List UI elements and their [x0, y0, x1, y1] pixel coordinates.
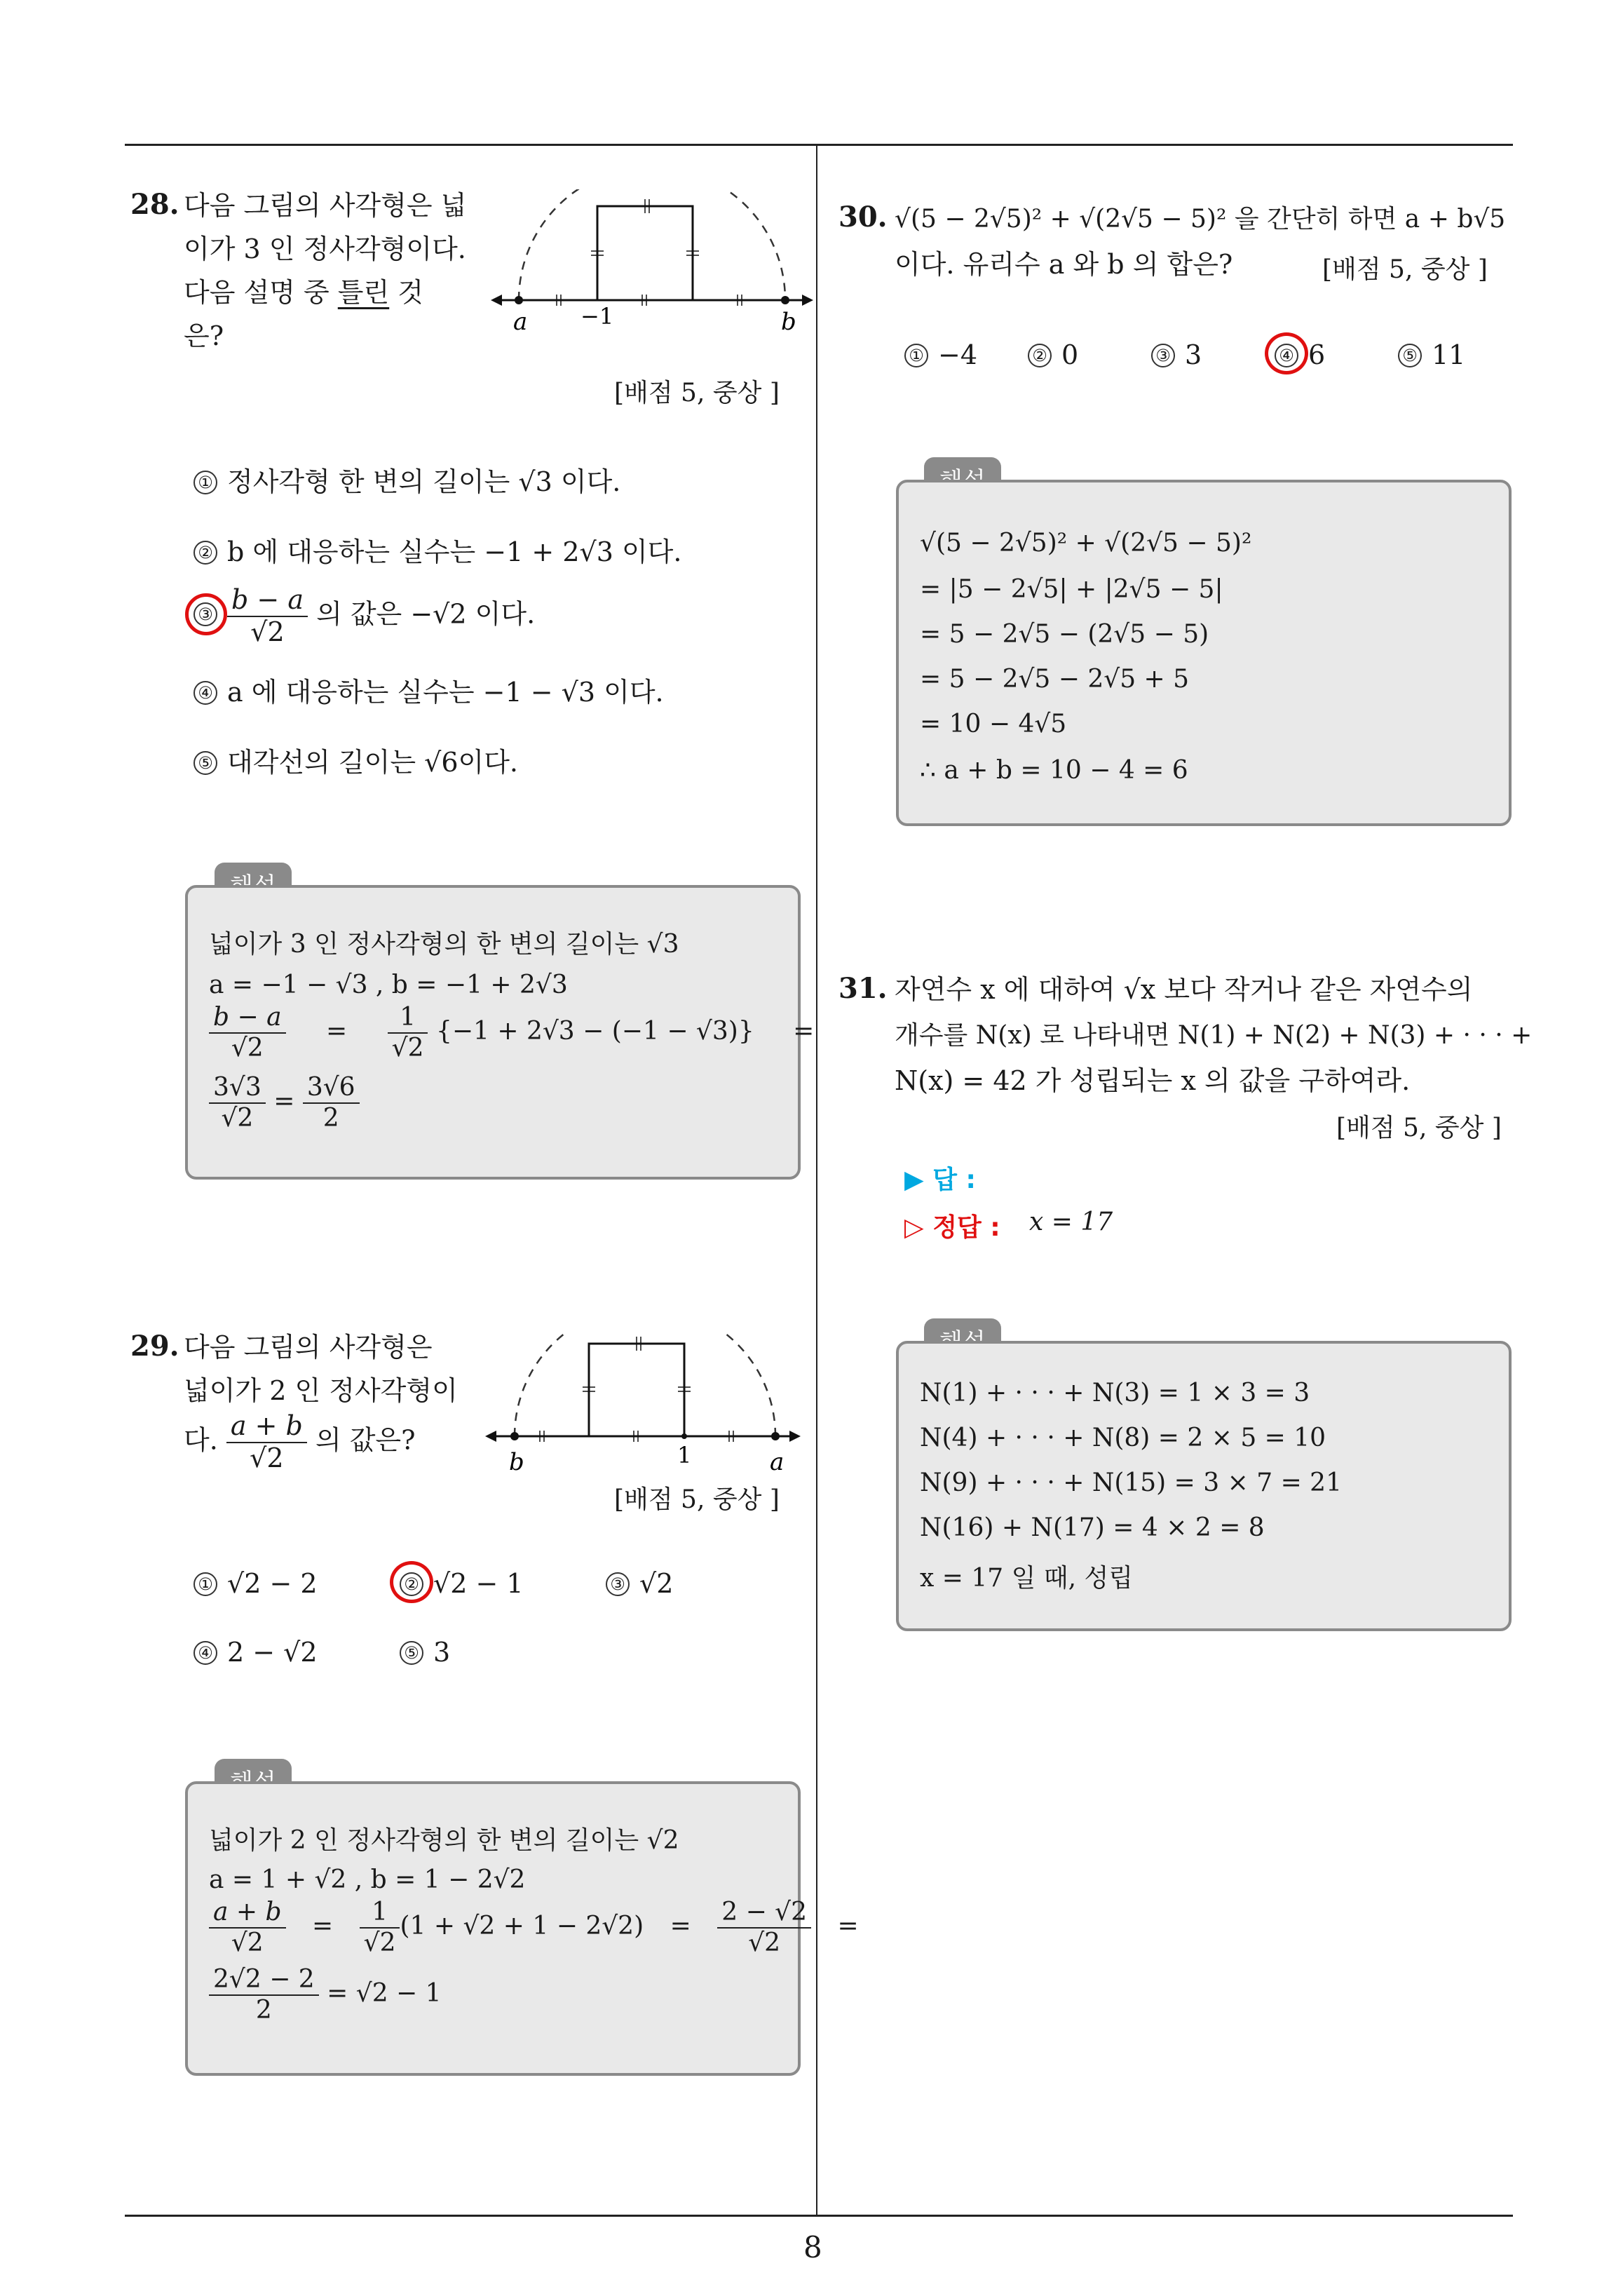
- q29-figure: [484, 1332, 806, 1487]
- q28-sol-frac4-num: 3√6: [303, 1074, 360, 1104]
- q28-sol-eq3: =: [273, 1086, 295, 1116]
- q28-choice-3[interactable]: [193, 586, 535, 647]
- q29-choice-mark: ②: [400, 1572, 423, 1596]
- q29-sol-line2: a = 1 + √2 , b = 1 − 2√2: [209, 1865, 526, 1894]
- q29-sol-frac1: [209, 1899, 286, 1957]
- q28-choice-4[interactable]: [193, 670, 664, 709]
- q29-sol-line4: [209, 1966, 442, 2024]
- q28-choice-2[interactable]: [193, 530, 681, 569]
- q30-choice-mark: ④: [1275, 344, 1298, 367]
- q30-text-line2: 이다. 유리수 a 와 b 의 합은?: [895, 249, 1233, 280]
- q28-sol-line1: 넓이가 3 인 정사각형의 한 변의 길이는 √3: [209, 930, 679, 959]
- q31-score: [배점 5, 중상 ]: [1336, 1114, 1502, 1142]
- q29-point-1: [681, 1433, 687, 1439]
- q28-text-line3: [184, 271, 485, 314]
- q28-text-line1: 다음 그림의 사각형은 넓: [184, 190, 467, 221]
- q28-choice-mark: ④: [193, 681, 217, 705]
- q28-choice-5[interactable]: [193, 741, 518, 779]
- q29-sol-frac2-den: √2: [363, 1928, 396, 1957]
- q28-sol-line3: [209, 1004, 814, 1062]
- q29-frac-den: √2: [250, 1442, 284, 1473]
- q29-score: [배점 5, 중상 ]: [614, 1485, 780, 1514]
- q29-text: [184, 1325, 478, 1473]
- q29-label-1: 1: [677, 1442, 692, 1468]
- q28-sol-frac2-den: √2: [391, 1033, 424, 1062]
- q30-selected-answer-ring: [1265, 332, 1308, 374]
- q28-choice3-den: √2: [250, 616, 285, 647]
- q28-choice3-fraction: [227, 586, 308, 647]
- q28-sol-eq2: =: [793, 1016, 815, 1046]
- q29-sol-frac4-den: 2: [255, 1995, 272, 2025]
- q29-sol-mid: (1 + √2 + 1 − 2√2): [400, 1911, 644, 1940]
- q28-axis-arrow-left: [491, 295, 502, 306]
- page-number: 8: [803, 2230, 822, 2264]
- q28-choice-text: 대각선의 길이는 √6이다.: [227, 747, 519, 778]
- q30-sol-line: = 5 − 2√5 − 2√5 + 5: [920, 665, 1190, 694]
- q29-text-l3a: 다.: [184, 1424, 226, 1456]
- q28-label-minus1: −1: [580, 303, 614, 330]
- q29-sol-frac1-den: √2: [231, 1928, 264, 1957]
- q28-text-l3a: 다음 설명 중: [184, 277, 338, 308]
- bottom-rule: [125, 2215, 1513, 2217]
- q28-sol-line2: a = −1 − √3 , b = −1 + 2√3: [209, 971, 568, 999]
- q29-sol-eq: =: [312, 1911, 334, 1940]
- q29-sol-frac3-den: √2: [748, 1928, 781, 1957]
- q31-text-line2: 개수를 N(x) 로 나타내면 N(1) + N(2) + N(3) + · · · +: [895, 1021, 1533, 1050]
- q29-sol-eq3: =: [837, 1911, 859, 1940]
- q29-choice-mark: ⑤: [400, 1641, 423, 1665]
- q29-choice-mark: ①: [193, 1572, 217, 1596]
- q30-choice-mark: ⑤: [1398, 344, 1422, 367]
- q29-choice-text: 2 − √2: [227, 1637, 318, 1668]
- q29-sol-frac4: [209, 1966, 319, 2024]
- q30-choice-2[interactable]: [1028, 339, 1078, 370]
- q29-choice-mark: ④: [193, 1641, 217, 1665]
- q29-sol-frac3: [717, 1899, 811, 1957]
- q28-text-line4: 은?: [184, 320, 224, 351]
- q30-choice-1[interactable]: [904, 339, 977, 370]
- q30-choice-mark: ①: [904, 344, 928, 367]
- q28-choice-mark: ①: [193, 471, 217, 494]
- q29-text-l3b: 의 값은?: [306, 1424, 416, 1456]
- q30-choice-text: 11: [1432, 339, 1466, 370]
- q28-number: 28.: [130, 188, 179, 221]
- q28-sol-brace: {−1 + 2√3 − (−1 − √3)}: [435, 1016, 754, 1046]
- q30-choice-text: 3: [1185, 339, 1202, 370]
- q29-axis-arrow-right: [789, 1431, 801, 1442]
- q31-sol-line: N(1) + · · · + N(3) = 1 × 3 = 3: [920, 1379, 1310, 1407]
- q29-number: 29.: [130, 1330, 179, 1363]
- q29-sol-eq2: =: [670, 1911, 691, 1940]
- q29-choice-1[interactable]: [193, 1568, 318, 1599]
- q28-sol-frac2: [388, 1004, 428, 1062]
- q29-text-line1: 다음 그림의 사각형은: [184, 1332, 433, 1363]
- q29-sol-tail: = √2 − 1: [327, 1978, 442, 2008]
- q28-choice-1[interactable]: [193, 460, 620, 499]
- q28-choice-mark: ③: [193, 602, 217, 626]
- q28-choice-text: a 에 대응하는 실수는 −1 − √3 이다.: [227, 677, 664, 708]
- q28-text-line2: 이가 3 인 정사각형이다.: [184, 234, 466, 264]
- q29-text-line2: 넓이가 2 인 정사각형이: [184, 1375, 458, 1406]
- q28-choice-mark: ②: [193, 541, 217, 565]
- q29-text-line3: [184, 1412, 478, 1473]
- q30-choice-text: −4: [938, 339, 978, 370]
- q28-score: [배점 5, 중상 ]: [614, 379, 780, 407]
- q30-number: 30.: [838, 201, 888, 234]
- q29-choice-text: √2 − 1: [433, 1568, 524, 1599]
- q29-choice-5[interactable]: [400, 1637, 450, 1668]
- q28-point-a: [515, 296, 523, 304]
- top-rule: [125, 144, 1513, 146]
- q30-choice-text: 0: [1061, 339, 1079, 370]
- q31-text-line3: N(x) = 42 가 성립되는 x 의 값을 구하여라.: [895, 1065, 1411, 1096]
- q29-choice-4[interactable]: [193, 1637, 318, 1668]
- q30-choice-5[interactable]: [1398, 339, 1465, 370]
- q29-square: [589, 1344, 684, 1436]
- q30-sol-line: = |5 − 2√5| + |2√5 − 5|: [920, 575, 1223, 604]
- q28-sol-frac3-num: 3√3: [209, 1074, 266, 1104]
- q28-choice3-num: b − a: [227, 586, 308, 617]
- q28-choice-mark: ⑤: [193, 751, 217, 775]
- q28-sol-frac1: [209, 1004, 286, 1062]
- q28-label-b: b: [781, 308, 796, 336]
- q29-frac-num: a + b: [226, 1412, 307, 1443]
- q29-label-a: a: [770, 1448, 785, 1476]
- q31-number: 31.: [838, 972, 888, 1005]
- q28-sol-line4: [209, 1074, 360, 1132]
- q28-sol-frac1-den: √2: [231, 1033, 264, 1062]
- q29-sol-frac3-num: 2 − √2: [717, 1899, 811, 1929]
- q28-text-l3c: 것: [389, 277, 423, 308]
- q31-sol-line: N(9) + · · · + N(15) = 3 × 7 = 21: [920, 1468, 1342, 1497]
- q28-label-a: a: [513, 308, 528, 336]
- q29-sol-line1: 넓이가 2 인 정사각형의 한 변의 길이는 √2: [209, 1826, 679, 1855]
- q30-choice-text: 6: [1308, 339, 1326, 370]
- q29-choice-3[interactable]: [606, 1568, 673, 1599]
- q28-sol-frac4: [303, 1074, 360, 1132]
- q29-sol-frac1-num: a + b: [209, 1899, 286, 1929]
- q28-point-b: [781, 296, 789, 304]
- q29-choice-text: 3: [433, 1637, 451, 1668]
- q29-label-b: b: [509, 1448, 524, 1476]
- q30-choice-3[interactable]: [1151, 339, 1202, 370]
- q28-wrong-emphasis: 틀린: [337, 277, 390, 308]
- q28-choice-text: 의 값은 −√2 이다.: [307, 598, 536, 630]
- q31-correct-value: x = 17: [1029, 1208, 1113, 1236]
- q29-sol-frac2-num: 1: [360, 1899, 400, 1929]
- q30-sol-line: = 10 − 4√5: [920, 710, 1067, 738]
- q29-selected-answer-ring: [390, 1561, 433, 1603]
- q28-text: [184, 184, 485, 358]
- q28-figure: [491, 189, 813, 344]
- q30-choice-mark: ②: [1028, 344, 1052, 367]
- q29-choice-text: √2 − 2: [227, 1568, 318, 1599]
- q31-sol-line: N(16) + N(17) = 4 × 2 = 8: [920, 1513, 1265, 1542]
- q28-square: [597, 206, 693, 300]
- q29-choice-mark: ③: [606, 1572, 630, 1596]
- q31-sol-line: x = 17 일 때, 성립: [920, 1564, 1134, 1593]
- q28-sol-frac1-num: b − a: [209, 1004, 286, 1034]
- q29-sol-frac2: [360, 1899, 400, 1957]
- q28-sol-eq: =: [326, 1016, 348, 1046]
- q29-sol-line3: [209, 1899, 859, 1957]
- q31-text-line1: 자연수 x 에 대하여 √x 보다 작거나 같은 자연수의: [895, 974, 1473, 1005]
- q30-score: [배점 5, 중상 ]: [1322, 255, 1488, 284]
- q28-sol-frac2-num: 1: [388, 1004, 428, 1034]
- q28-sol-frac3: [209, 1074, 266, 1132]
- q31-answer-label: ▶ 답 :: [904, 1166, 976, 1194]
- q30-sol-line: = 5 − 2√5 − (2√5 − 5): [920, 620, 1209, 649]
- q28-sol-frac4-den: 2: [322, 1103, 339, 1133]
- q30-sol-line: √(5 − 2√5)² + √(2√5 − 5)²: [920, 529, 1252, 558]
- q29-sol-frac4-num: 2√2 − 2: [209, 1966, 319, 1996]
- q30-text-line1: √(5 − 2√5)² + √(2√5 − 5)² 을 간단히 하면 a + b√5: [895, 205, 1506, 234]
- q31-sol-line: N(4) + · · · + N(8) = 2 × 5 = 10: [920, 1424, 1326, 1452]
- q28-selected-answer-ring: [185, 593, 227, 635]
- q29-question-fraction: [226, 1412, 307, 1473]
- q28-sol-frac3-den: √2: [221, 1103, 254, 1133]
- q28-axis-arrow-right: [802, 295, 813, 306]
- q30-choice-mark: ③: [1151, 344, 1175, 367]
- q28-choice-text: 정사각형 한 변의 길이는 √3 이다.: [227, 466, 621, 497]
- q29-choice-text: √2: [639, 1568, 674, 1599]
- q29-semicircle-arc: [515, 1332, 775, 1436]
- q31-correct-label: ▷ 정답 :: [904, 1213, 1000, 1242]
- q28-choice-text: b 에 대응하는 실수는 −1 + 2√3 이다.: [227, 536, 682, 567]
- q29-point-a: [771, 1432, 780, 1440]
- q29-axis-arrow-left: [485, 1431, 496, 1442]
- q29-point-b: [510, 1432, 519, 1440]
- q30-sol-line: ∴ a + b = 10 − 4 = 6: [920, 756, 1188, 785]
